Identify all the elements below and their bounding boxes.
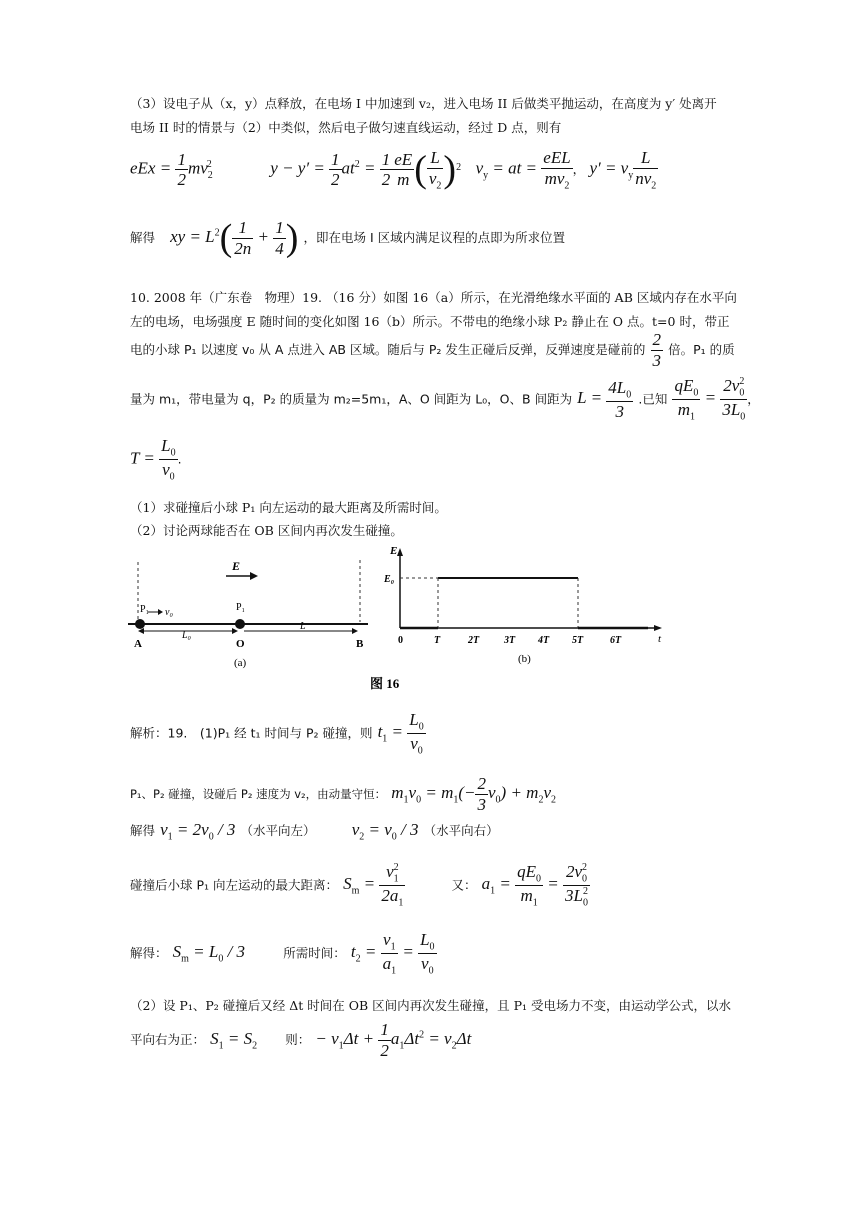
solve-tail: ，即在电场 I 区域内满足议程的点即为所求位置 [303,229,566,245]
figure-caption: 图 16 [370,676,400,691]
answer-line-1: 解析：19. (1)P₁ 经 t₁ 时间与 P₂ 碰撞，则 $t_1$ = $\frac{L_0}{v_0}$ [130,710,424,757]
tick-4T: 4T [538,635,550,646]
axis-y-label: E [390,545,398,557]
figure-b-label: (b) [518,653,531,665]
sub-question-1: （1）求碰撞后小球 P₁ 向左运动的最大距离及所需时间。 [130,500,447,515]
answer-line-5: 解得： $S_m = L_0 / 3$ 所需时间： $t_2$ = $\frac{v_1}{a_1}$ = $\frac{L_0}{v_0}$ [130,930,435,977]
tick-0: 0 [398,635,403,646]
axis-x-label: t [658,633,662,645]
ball-label-2: P₁ [236,602,246,613]
answer-line-3: 解得 $v_1 = 2v_0 / 3$ （水平向左） $v_2 = v_0 / 3$ （水平向右） [130,820,499,843]
figure-16 [128,542,668,694]
tick-2T: 2T [468,635,480,646]
figure-b [383,545,662,665]
tick-3T: 3T [504,635,516,646]
level-E0: E₀ [384,574,395,585]
p3-line-2: 电场 II 时的情景与（2）中类似，然后电子做匀速直线运动，经过 D 点，则有 [130,120,562,135]
figure-a-label: (a) [234,657,247,669]
answer-line-6: （2）设 P₁、P₂ 碰撞后又经 Δt 时间在 OB 区间内再次发生碰撞，且 P₁ 受电场力不变，由运动学公式，以水 [130,998,731,1013]
ball-p1-o [235,619,245,629]
answer-line-4: 碰撞后小球 P₁ 向左运动的最大距离： $S_m$ = $\frac{v_1^2}{2a_1}$ 又： $a_1$ = $\frac{qE_0}{m_1}$ = $\frac{2v_0^2}{3L_0^2}$ [130,862,588,909]
q10-line-4: 量为 m₁，带电量为 q，P₂ 的质量为 m₂=5m₁，A、O 间距为 L₀，O、B 间距为 L = $\frac{4L_0}{3}$ .已知 $\frac{qE_0}{m_1}$ = $\frac{2v_0^2}{3L_0}$ ， [130,376,760,423]
v0-label: v₀ [165,607,173,618]
point-A: A [134,638,142,650]
equation-row-1: eEx = $\frac{1}{2}$ $mv_2^2$ y − y′ = $\frac{1}{2}$ $at^2$ = $\frac{1}{2}$ $\frac{eE}{m}$ ( $\frac{L}{v_2}$ )$^2$ $v_y$ = at = $\frac{\text{eEL}}{mv_2}$ ， $y' = v_y$ $\frac{L}{nv_2}$ [130,148,657,191]
ball-p1-a [135,619,145,629]
tick-T: T [434,635,441,646]
ball-label-1: P₁ [140,604,150,615]
field-label: E [232,559,241,573]
q10-line-1: 10. 2008 年（广东卷 物理）19. （16 分）如图 16（a）所示，在光滑绝缘水平面的 AB 区域内存在水平向 [130,290,737,305]
q10-line-3: 电的小球 P₁ 以速度 v₀ 从 A 点进入 AB 区域。随后与 P₂ 发生正碰后反弹，反弹速度是碰前的 $\frac{2}{3}$ 倍。P₁ 的质 [130,330,735,370]
figure-a [128,559,368,669]
p3-line-1: （3）设电子从（x，y）点释放，在电场 I 中加速到 v₂，进入电场 II 后做类平抛运动，在高度为 y′ 处离开 [130,96,717,111]
tick-6T: 6T [610,635,622,646]
q10-line-2: 左的电场，电场强度 E 随时间的变化如图 16（b）所示。不带电的绝缘小球 P₂ 静止在 O 点。t=0 时，带正 [130,314,730,329]
answer-line-2: P₁、P₂ 碰撞，设碰后 P₂ 速度为 v₂，由动量守恒： $m_1v_0 = m_1(-$ $\frac{2}{3}$ $v_0) + m_2v_2$ [130,774,556,814]
point-B: B [356,638,364,650]
sub-question-2: （2）讨论两球能否在 OB 区间内再次发生碰撞。 [130,523,403,538]
seg-L: L [300,621,306,632]
tick-5T: 5T [572,635,584,646]
solve-label: 解得 [130,229,156,245]
q10-line-5: T = $\frac{L_0}{v_0}$ . [130,436,182,483]
seg-L0: L₀ [182,630,192,641]
point-O: O [236,638,245,650]
solution-row: 解得 xy = $L^2$( $\frac{1}{2n}$ + $\frac{1}{4}$ ) ，即在电场 I 区域内满足议程的点即为所求位置 [130,217,566,260]
answer-line-7: 平向右为正： $S_1 = S_2$ 则： − $v_1\Delta t$ + $\frac{1}{2}$ $a_1\Delta t^2 = v_2\Delta t$ [130,1020,472,1060]
